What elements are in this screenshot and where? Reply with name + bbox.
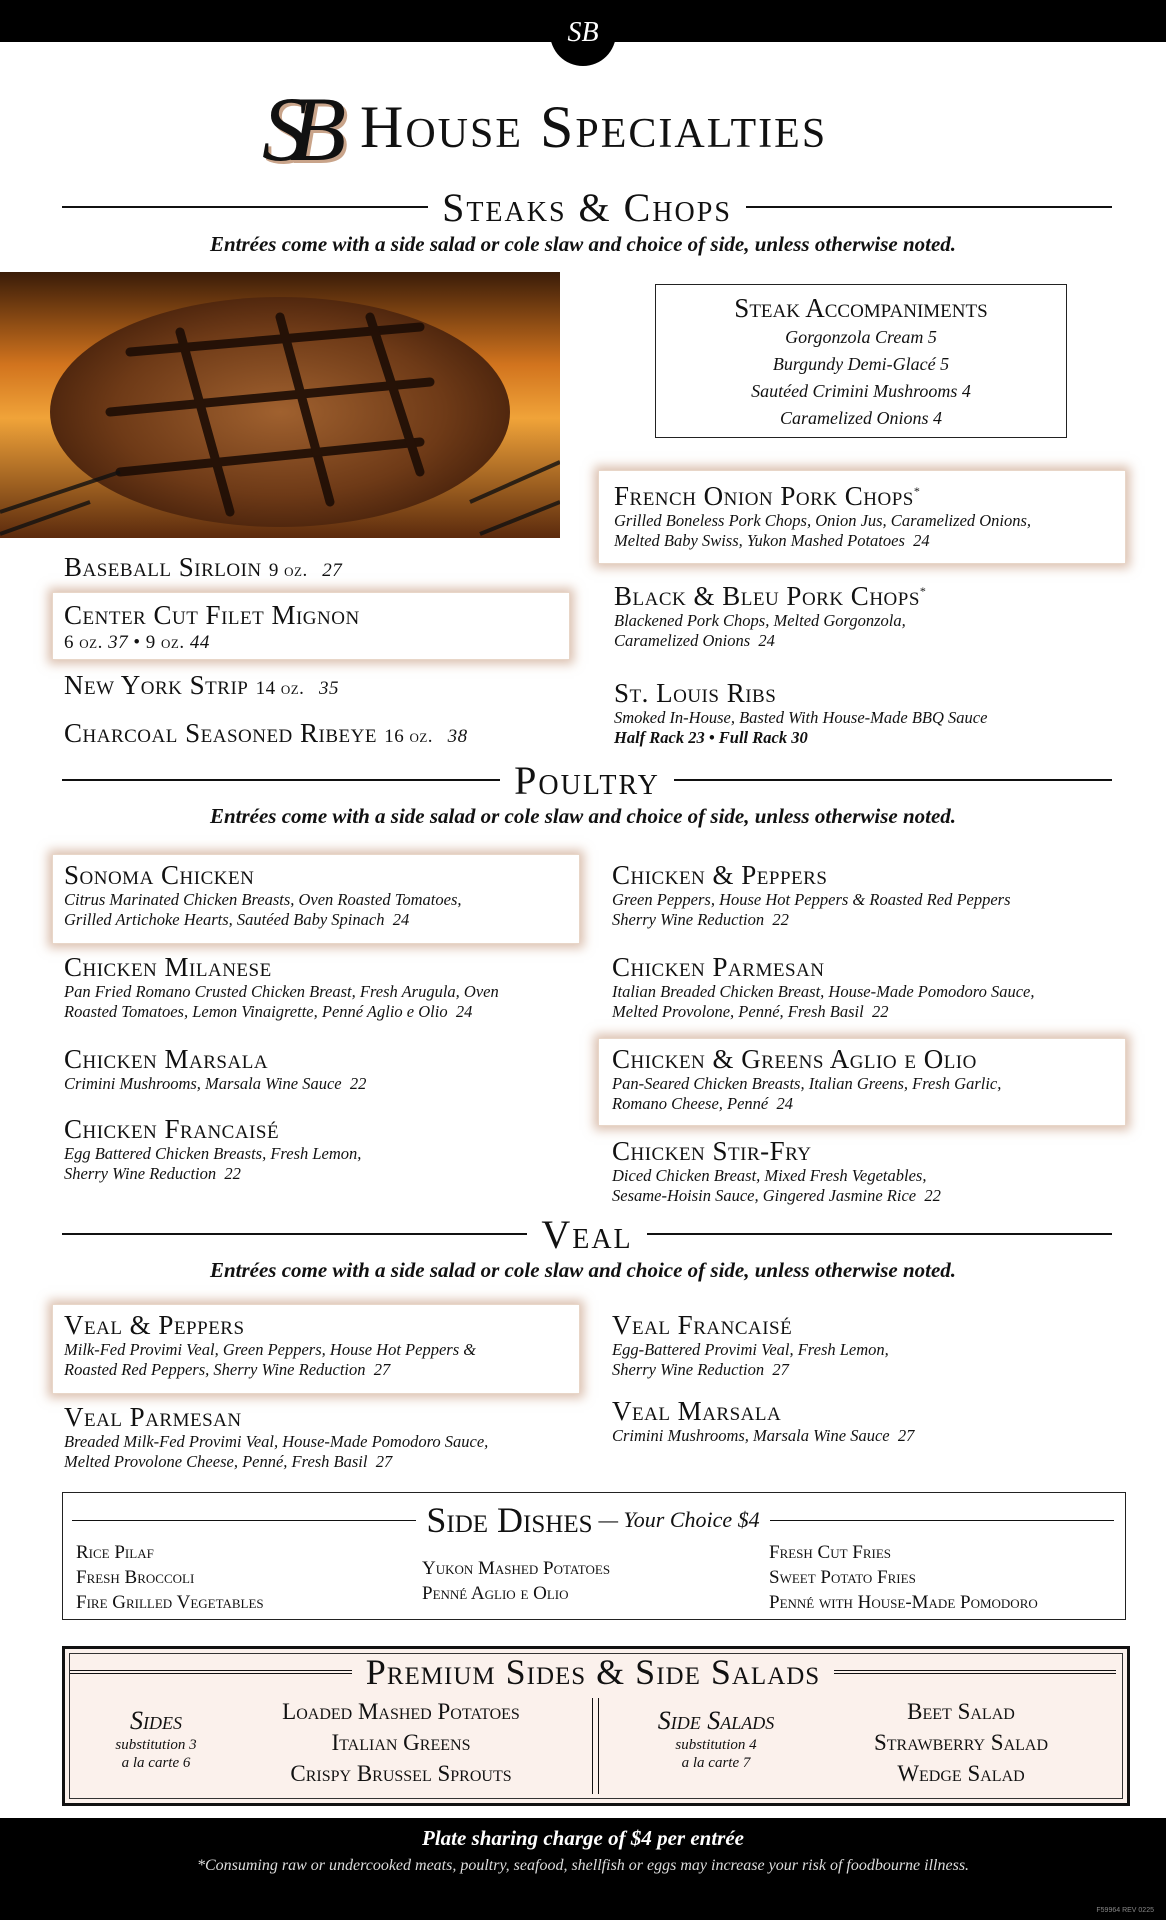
item-price: 24 (455, 1002, 473, 1021)
filet-sizes (64, 628, 210, 658)
premium-salad-item: Strawberry Salad (873, 1730, 1049, 1755)
menu-item-chicken-marsala (64, 1044, 574, 1094)
veal-note: Entrées come with a side salad or cole slaw and choice of side, unless otherwise noted. (209, 1258, 957, 1282)
item-description: Milk-Fed Provimi Veal, Green Peppers, House Hot Peppers & (64, 1340, 477, 1359)
menu-item-new-york-strip (64, 670, 339, 704)
top-logo-badge: SB (550, 0, 616, 66)
side-item: Yukon Mashed Potatoes (422, 1558, 611, 1579)
item-description: Smoked In-House, Basted With House-Made BBQ Sauce (614, 708, 988, 727)
item-description: Crimini Mushrooms, Marsala Wine Sauce (612, 1426, 890, 1445)
page-title: House Specialties (360, 94, 828, 160)
item-price: 24 (392, 910, 410, 929)
salads-label: Side Salads (657, 1706, 775, 1735)
item-description: Egg-Battered Provimi Veal, Fresh Lemon, (612, 1340, 889, 1359)
item-price: 27 (322, 560, 343, 581)
item-price: 35 (318, 678, 339, 699)
item-size: 14 oz. (255, 678, 305, 699)
steaks-heading-text: Steaks & Chops (442, 184, 732, 230)
premium-salad-item: Beet Salad (907, 1699, 1015, 1724)
item-price: 27 (375, 1452, 393, 1471)
menu-item-veal-parmesan (64, 1402, 574, 1472)
menu-item-veal-peppers (64, 1310, 574, 1380)
item-description: Sherry Wine Reduction (612, 1360, 765, 1379)
item-price: 27 (373, 1360, 391, 1379)
item-name: Charcoal Seasoned Ribeye (64, 718, 377, 748)
menu-item-chicken-parmesan (612, 952, 1122, 1022)
item-price: 22 (772, 910, 789, 929)
item-name: Chicken Parmesan (612, 952, 825, 982)
item-name: Veal Marsala (612, 1396, 782, 1426)
footer (0, 1818, 1166, 1920)
side-item: Sweet Potato Fries (769, 1567, 916, 1588)
menu-item-chicken-greens (612, 1044, 1122, 1114)
side-item: Penné with House-Made Pomodoro (769, 1592, 1038, 1613)
premium-sides-heading (70, 1652, 1116, 1692)
item-size: 16 oz. (384, 726, 434, 747)
item-price: 37 (108, 632, 129, 653)
menu-item-chicken-stir-fry (612, 1136, 1122, 1206)
item-price: 22 (924, 1186, 941, 1205)
salads-a-la-carte: a la carte 7 (681, 1755, 751, 1771)
premium-sides-list (238, 1696, 564, 1789)
item-size: • 9 oz. (133, 632, 185, 653)
item-name: Chicken Marsala (64, 1044, 269, 1074)
raw-warning-mark: * (919, 584, 927, 598)
item-description: Sherry Wine Reduction (612, 910, 765, 929)
poultry-heading-text: Poultry (514, 757, 660, 803)
item-description: Green Peppers, House Hot Peppers & Roasted Red Peppers (612, 890, 1011, 909)
item-name: Chicken & Peppers (612, 860, 828, 890)
item-description: Citrus Marinated Chicken Breasts, Oven Roasted Tomatoes, (64, 890, 462, 909)
item-price: 24 (776, 1094, 793, 1113)
accompaniment-item: Sautéed Crimini Mushrooms 4 (751, 381, 971, 401)
item-name: Veal Francaisé (612, 1310, 793, 1340)
side-item: Rice Pilaf (76, 1542, 154, 1563)
premium-salads-label-group (616, 1706, 816, 1772)
premium-side-item: Italian Greens (331, 1730, 471, 1755)
side-item: Fire Grilled Vegetables (76, 1592, 264, 1613)
item-description: Sesame-Hoisin Sauce, Gingered Jasmine Rice (612, 1186, 917, 1205)
menu-item-chicken-peppers (612, 860, 1122, 930)
item-description: Pan Fried Romano Crusted Chicken Breast, Fresh Arugula, Oven (64, 982, 499, 1001)
item-price: 44 (189, 632, 210, 653)
item-size: 6 oz. (64, 632, 103, 653)
menu-item-veal-marsala (612, 1396, 1122, 1446)
raw-warning-mark: * (913, 484, 921, 498)
item-description: Diced Chicken Breast, Mixed Fresh Vegetables, (612, 1166, 927, 1185)
item-description: Melted Provolone Cheese, Penné, Fresh Basil (64, 1452, 368, 1471)
item-price: 27 (772, 1360, 789, 1379)
premium-sides-label-group (86, 1706, 226, 1772)
side-dishes-col-1 (76, 1540, 264, 1615)
item-description: Melted Provolone, Penné, Fresh Basil (612, 1002, 864, 1021)
steak-photo (0, 272, 560, 538)
item-description: Grilled Boneless Pork Chops, Onion Jus, Caramelized Onions, (614, 511, 1032, 530)
salads-substitution: substitution 4 (675, 1737, 757, 1753)
menu-item-ribeye (64, 718, 468, 752)
item-price: 22 (349, 1074, 367, 1093)
side-item: Penné Aglio e Olio (422, 1583, 569, 1604)
item-name: Chicken Milanese (64, 952, 272, 982)
item-description: Pan-Seared Chicken Breasts, Italian Greens, Fresh Garlic, (612, 1074, 1002, 1093)
item-description: Breaded Milk-Fed Provimi Veal, House-Made Pomodoro Sauce, (64, 1432, 489, 1451)
poultry-heading (62, 758, 1112, 802)
item-description: Italian Breaded Chicken Breast, House-Made Pomodoro Sauce, (612, 982, 1035, 1001)
item-description: Melted Baby Swiss, Yukon Mashed Potatoes (614, 531, 905, 550)
veal-heading (62, 1212, 1112, 1256)
premium-salads-list (826, 1696, 1096, 1789)
side-item: Fresh Broccoli (76, 1567, 195, 1588)
steaks-heading (62, 185, 1112, 229)
accompaniment-item: Caramelized Onions 4 (780, 408, 942, 428)
sb-logo: SB (262, 78, 329, 180)
consumption-warning: *Consuming raw or undercooked meats, poultry, seafood, shellfish or eggs may increase your risk of foodbourne illness. (196, 1857, 970, 1874)
item-name: Veal & Peppers (64, 1310, 245, 1340)
plate-sharing-note: Plate sharing charge of $4 per entrée (422, 1826, 744, 1850)
item-description: Romano Cheese, Penné (612, 1094, 769, 1113)
menu-item-filet-mignon: Center Cut Filet Mignon (64, 600, 360, 630)
menu-item-black-bleu-pork-chops (614, 576, 1114, 651)
premium-side-item: Loaded Mashed Potatoes (282, 1699, 520, 1724)
item-price: 38 (447, 726, 468, 747)
side-dishes-price: — Your Choice $4 (598, 1507, 760, 1532)
item-prices: Half Rack 23 • Full Rack 30 (614, 728, 808, 747)
accompaniment-item: Gorgonzola Cream 5 (785, 327, 937, 347)
premium-divider (592, 1698, 599, 1794)
menu-item-st-louis-ribs (614, 678, 1114, 748)
accompaniment-item: Burgundy Demi-Glacé 5 (772, 354, 950, 374)
side-dishes-col-2 (422, 1556, 610, 1606)
side-item: Fresh Cut Fries (769, 1542, 892, 1563)
sides-label: Sides (130, 1706, 182, 1735)
item-name: Chicken Stir-Fry (612, 1136, 812, 1166)
item-price: 24 (913, 531, 930, 550)
item-description: Roasted Red Peppers, Sherry Wine Reduction (64, 1360, 366, 1379)
accompaniments-title: Steak Accompaniments (734, 293, 988, 323)
sides-substitution: substitution 3 (115, 1737, 197, 1753)
item-name: Chicken & Greens Aglio e Olio (612, 1044, 977, 1074)
item-description: Sherry Wine Reduction (64, 1164, 217, 1183)
menu-item-french-onion-pork-chops (614, 476, 1114, 551)
premium-side-item: Crispy Brussel Sprouts (290, 1761, 512, 1786)
item-name: Veal Parmesan (64, 1402, 242, 1432)
item-price: 22 (224, 1164, 241, 1183)
item-name: Chicken Francaisé (64, 1114, 280, 1144)
item-description: Crimini Mushrooms, Marsala Wine Sauce (64, 1074, 342, 1093)
item-name: St. Louis Ribs (614, 678, 777, 708)
item-price: 24 (758, 631, 775, 650)
premium-sides-title: Premium Sides & Side Salads (365, 1652, 821, 1692)
side-dishes-title: Side Dishes (426, 1500, 593, 1540)
item-description: Grilled Artichoke Hearts, Sautéed Baby Spinach (64, 910, 385, 929)
form-code: F59964 REV 0225 (1096, 1907, 1154, 1914)
poultry-note: Entrées come with a side salad or cole slaw and choice of side, unless otherwise noted. (209, 804, 957, 828)
side-dishes-heading (72, 1500, 1114, 1540)
menu-item-chicken-milanese (64, 952, 584, 1022)
steaks-note: Entrées come with a side salad or cole slaw and choice of side, unless otherwise noted. (209, 232, 957, 256)
sides-a-la-carte: a la carte 6 (121, 1755, 191, 1771)
menu-item-baseball-sirloin (64, 552, 342, 586)
steak-accompaniments-box (655, 284, 1067, 438)
side-dishes-col-3 (769, 1540, 1038, 1615)
item-description: Caramelized Onions (614, 631, 751, 650)
item-price: 27 (897, 1426, 915, 1445)
item-name: Baseball Sirloin (64, 552, 262, 582)
item-price: 22 (871, 1002, 889, 1021)
menu-item-sonoma-chicken (64, 860, 574, 930)
premium-salad-item: Wedge Salad (897, 1761, 1025, 1786)
menu-item-veal-francaise (612, 1310, 1122, 1380)
menu-item-chicken-francaise (64, 1114, 574, 1184)
item-size: 9 oz. (268, 560, 308, 581)
item-name: New York Strip (64, 670, 249, 700)
item-description: Roasted Tomatoes, Lemon Vinaigrette, Penné Aglio e Olio (64, 1002, 448, 1021)
item-description: Egg Battered Chicken Breasts, Fresh Lemon, (64, 1144, 362, 1163)
item-name: Sonoma Chicken (64, 860, 255, 890)
item-name: Black & Bleu Pork Chops (614, 581, 920, 611)
item-name: French Onion Pork Chops (614, 481, 914, 511)
item-description: Blackened Pork Chops, Melted Gorgonzola, (614, 611, 906, 630)
veal-heading-text: Veal (541, 1211, 633, 1257)
